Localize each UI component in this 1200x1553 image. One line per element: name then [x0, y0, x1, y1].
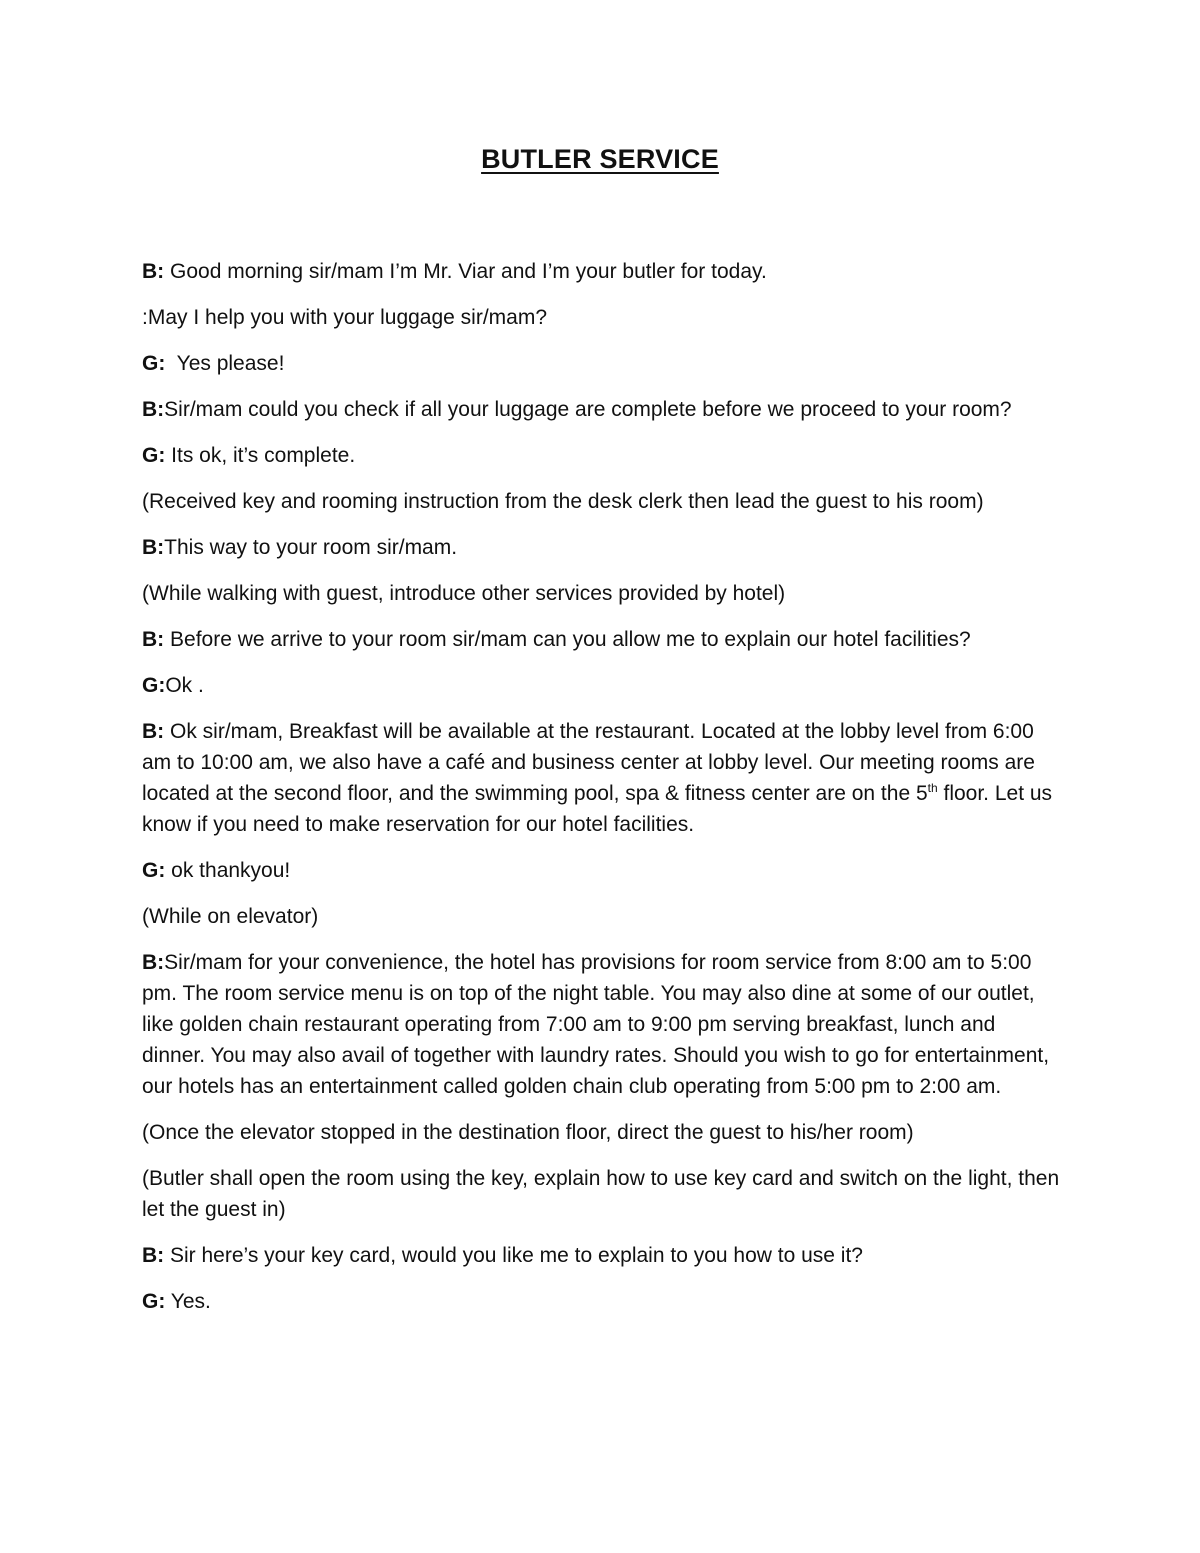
stage-direction	[142, 1117, 1062, 1148]
stage-direction	[142, 901, 1062, 932]
line-text: (Received key and rooming instruction from the desk clerk then lead the guest to his room)	[142, 490, 984, 513]
dialogue-line	[142, 256, 1062, 287]
dialogue-line	[142, 348, 1062, 379]
speaker-label: B:	[142, 536, 165, 559]
line-text: (Once the elevator stopped in the destination floor, direct the guest to his/her room)	[142, 1121, 914, 1144]
line-text: Yes.	[165, 1290, 211, 1313]
dialogue-line	[142, 855, 1062, 886]
line-text: Sir here’s your key card, would you like me to explain to you how to use it?	[164, 1244, 863, 1267]
line-text: :May I help you with your luggage sir/mam?	[142, 306, 548, 329]
speaker-label: B:	[142, 398, 165, 421]
line-text: (While walking with guest, introduce other services provided by hotel)	[142, 582, 786, 605]
dialogue-line	[142, 532, 1062, 563]
line-text: Good morning sir/mam I’m Mr. Viar and I’m your butler for today.	[164, 260, 767, 283]
line-text: (While on elevator)	[142, 905, 319, 928]
dialogue-body	[142, 256, 1062, 1332]
speaker-label: B:	[142, 1244, 165, 1267]
line-text: Sir/mam for your convenience, the hotel has provisions for room service from 8:00 am to 5:00 pm. The room service menu is on top of the night table. You may also dine at some of our outlet, like golden chain restaurant operating from 7:00 am to 9:00 pm serving breakfast, lunch and dinner. You may also avail of together with laundry rates. Should you wish to go for entertainment, our hotels has an entertainment called golden chain club operating from 5:00 pm to 2:00 am.	[142, 951, 1050, 1098]
speaker-label: B:	[142, 260, 165, 283]
dialogue-line	[142, 624, 1062, 655]
dialogue-line	[142, 1286, 1062, 1317]
dialogue-line	[142, 440, 1062, 471]
line-text: Sir/mam could you check if all your luggage are complete before we proceed to your room?	[164, 398, 1012, 421]
speaker-label: G:	[142, 1290, 166, 1313]
line-text: This way to your room sir/mam.	[164, 536, 458, 559]
speaker-label: B:	[142, 628, 165, 651]
line-text: Yes please!	[165, 352, 285, 375]
speaker-label: G:	[142, 674, 166, 697]
line-text: ok thankyou!	[165, 859, 291, 882]
dialogue-line	[142, 394, 1062, 425]
page-title: BUTLER SERVICE	[481, 144, 719, 174]
stage-direction	[142, 578, 1062, 609]
speaker-label: G:	[142, 859, 166, 882]
line-text: (Butler shall open the room using the key, explain how to use key card and switch on the light, then let the guest in)	[142, 1167, 1060, 1221]
speaker-label: B:	[142, 951, 165, 974]
speaker-label: G:	[142, 444, 166, 467]
dialogue-line	[142, 670, 1062, 701]
dialogue-line	[142, 1240, 1062, 1271]
speaker-label: B:	[142, 720, 165, 743]
speaker-label: G:	[142, 352, 166, 375]
stage-direction	[142, 486, 1062, 517]
superscript: th	[927, 781, 938, 795]
line-text: Its ok, it’s complete.	[165, 444, 356, 467]
line-text: Ok sir/mam, Breakfast will be available at the restaurant. Located at the lobby level from 6:00 am to 10:00 am, we also have a café and business center at lobby level. Our meeting rooms are located at the second floor, and the swimming pool, spa & fitness center are on the 5	[142, 720, 1035, 805]
dialogue-line	[142, 947, 1062, 1102]
line-text: Ok .	[165, 674, 204, 697]
dialogue-line	[142, 302, 1062, 333]
stage-direction	[142, 1163, 1062, 1225]
line-text: Before we arrive to your room sir/mam can you allow me to explain our hotel facilities?	[164, 628, 971, 651]
dialogue-line	[142, 716, 1062, 840]
line-text-continued: floor. Let us know if you need to make reservation for our hotel facilities.	[142, 782, 1053, 836]
